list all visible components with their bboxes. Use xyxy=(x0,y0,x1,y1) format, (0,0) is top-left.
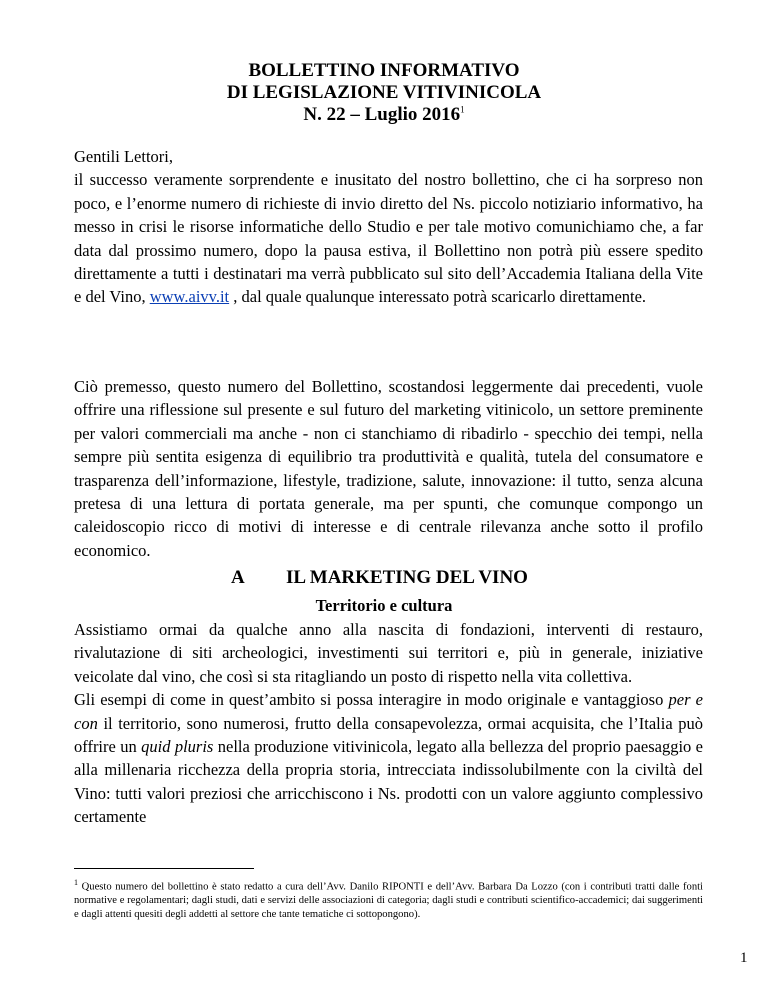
title-line-1: BOLLETTINO INFORMATIVO xyxy=(248,60,520,81)
territory-sentence-2: Gli esempi di come in quest’ambito si possa interagire in modo originale e vantaggioso per e con il territorio, sono numerosi, frutto della consapevolezza, ormai acquisita, che l’Italia può offrire un quid pluris nella produzione vitivinicola, legato alla bellezza del proprio paesaggio e alla millenaria ricchezza della propria storia, intrecciata indissolubilmente con la civiltà del Vino: tutti valori preziosi che arricchiscono i Ns. prodotti con un valore aggiunto complessivo certamente xyxy=(74,690,703,827)
title-line-3 xyxy=(0,104,768,126)
territory-paragraph xyxy=(74,618,703,829)
page-number: 1 xyxy=(740,950,748,966)
section-title: IL MARKETING DEL VINO xyxy=(286,567,528,588)
footnote-separator xyxy=(74,868,254,869)
footnote xyxy=(74,876,703,922)
salutation: Gentili Lettori, xyxy=(74,147,173,166)
emphasis-per-e-con: per e con xyxy=(74,690,703,733)
issue-number: N. 22 – Luglio 2016 xyxy=(303,104,461,125)
footnote-text: Questo numero del bollettino è stato redatto a cura dell’Avv. Danilo RIPONTI e dell’Avv. Barbara Da Lozzo (con i contributi tratti dalle fonti normative e regolamentari; dagli studi, dati e servizi delle associazioni di categoria; dagli studi e contributi scientifico-accademici; dai suggerimenti e dagli attenti quesiti degli addetti al settore che tante tematiche ci sottopongono). xyxy=(74,881,704,921)
subheading: Territorio e cultura xyxy=(315,596,453,615)
emphasis-quid-pluris: quid pluris xyxy=(141,737,214,757)
title-line-2: DI LEGISLAZIONE VITIVINICOLA xyxy=(226,82,542,103)
section-letter: A xyxy=(231,567,245,588)
footnote-reference[interactable]: 1 xyxy=(460,104,465,115)
premise-paragraph: Ciò premesso, questo numero del Bollettino, scostandosi leggermente dai precedenti, vuole offrire una riflessione sul presente e sul futuro del marketing vitinicolo, un settore preminente per valori commerciali ma anche - non ci stanchiamo di ribadirlo - specchio dei tempi, nella sempre più sentita esigenza di equilibrio tra produttività e qualità, tutela del consumatore e trasparenza dell’informazione, lifestyle, tradizione, salute, innovazione: il tutto, senza alcuna pretesa di una lettura di portata generale, ma per spunti, che comunque compongo un caleidoscopio ricco di motivi di interesse e di centrale rilevanza anche sotto il profilo economico. xyxy=(74,377,703,560)
territory-sentence-1: Assistiamo ormai da qualche anno alla nascita di fondazioni, interventi di restauro, rivalutazione di siti archeologici, investimenti sui territori e, più in generale, iniziative veicolate dal vino, che così si sta ritagliando un posto di rispetto nella vita collettiva. xyxy=(74,620,703,686)
footnote-marker: 1 xyxy=(74,878,78,887)
document-title xyxy=(0,60,768,126)
aivv-link[interactable]: www.aivv.it xyxy=(149,287,230,307)
intro-body: il successo veramente sorprendente e inusitato del nostro bollettino, che ci ha sorpreso non poco, e l’enorme numero di richieste di invio diretto del Ns. piccolo notiziario informativo, ha messo in crisi le risorse informatiche dello Studio e per tale motivo comunichiamo che, a far data dal prossimo numero, dopo la pausa estiva, il Bollettino non potrà più essere spedito direttamente a tutti i destinatari ma verrà pubblicato sul sito dell’Accademia Italiana della Vite e del Vino, www.aivv.it , dal quale qualunque interessato potrà scaricarlo direttamente. xyxy=(74,170,703,307)
intro-paragraph xyxy=(74,145,703,309)
